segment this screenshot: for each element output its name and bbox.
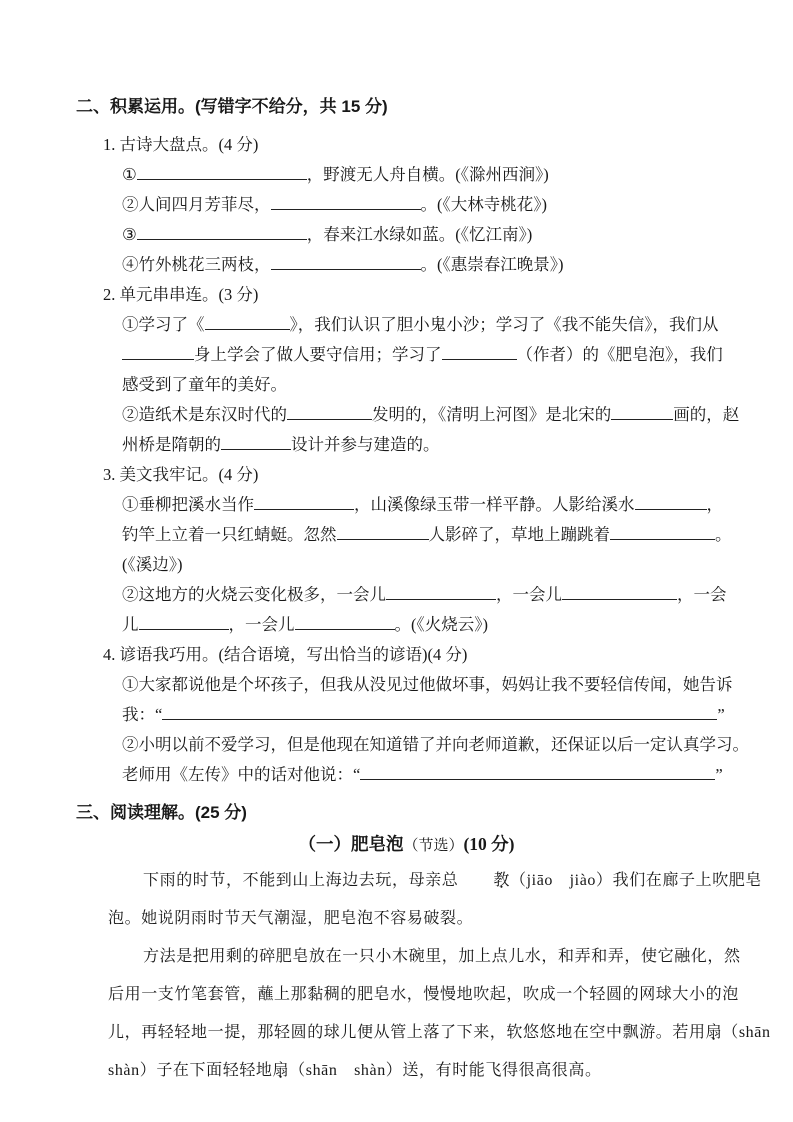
answer-blank[interactable]: [221, 433, 291, 450]
text-segment: (《溪边》): [122, 555, 183, 574]
text-segment: 1. 古诗大盘点。(4 分): [103, 135, 259, 154]
text-segment: 。: [715, 525, 732, 544]
q3-item1-line1: [122, 490, 757, 520]
q4-item1-line2: [122, 700, 757, 730]
answer-blank[interactable]: [386, 583, 496, 600]
q1-item-1: [122, 160, 757, 190]
answer-blank[interactable]: [442, 343, 517, 360]
text-segment: 2. 单元串串连。(3 分): [103, 285, 259, 304]
answer-blank[interactable]: [635, 493, 707, 510]
text-segment: ③: [122, 225, 137, 244]
text-segment: ”: [717, 705, 725, 724]
answer-blank[interactable]: [205, 313, 290, 330]
text-segment: 后用一支竹笔套管，蘸上那黏稠的肥皂水，慢慢地吹起，吹成一个轻圆的网球大小的泡: [108, 986, 739, 1003]
text-segment: 发明的，《清明上河图》是北宋的: [372, 405, 612, 424]
answer-blank[interactable]: [287, 403, 372, 420]
text-segment: ②小明以前不爱学习，但是他现在知道错了并向老师道歉，还保证以后一定认真学习。: [122, 735, 749, 754]
q3-item1-line3: [122, 550, 757, 580]
answer-blank[interactable]: [611, 403, 673, 420]
section-3-heading: [76, 798, 757, 828]
q3-item2-line2: [122, 610, 757, 640]
exam-document: [76, 92, 771, 1090]
text-segment: 州桥是隋朝的: [122, 435, 221, 454]
passage-para2-line1: [108, 938, 757, 976]
text-segment: ②这地方的火烧云变化极多，一会儿: [122, 585, 386, 604]
q1-item-3: [122, 220, 757, 250]
answer-blank[interactable]: [337, 523, 429, 540]
passage-para2-line4: [108, 1052, 757, 1090]
q2-item1-line2: [122, 340, 757, 370]
q2-item1-line1: [122, 310, 757, 340]
text-segment: （jiāo jiào）我们在廊子上吹肥皂: [510, 872, 763, 889]
answer-blank[interactable]: [137, 163, 307, 180]
text-segment: 儿: [122, 615, 139, 634]
q4-item1-line1: [122, 670, 757, 700]
text-segment: ②造纸术是东汉时代的: [122, 405, 287, 424]
text-segment: 4. 谚语我巧用。(结合语境，写出恰当的谚语)(4 分): [103, 645, 468, 664]
text-segment: 身上学会了做人要守信用；学习了: [194, 345, 442, 364]
text-segment: 老师用《左传》中的话对他说：“: [122, 765, 361, 784]
text-segment: 设计并参与建造的。: [291, 435, 440, 454]
passage-para2-line2: [108, 976, 757, 1014]
answer-blank[interactable]: [271, 193, 421, 210]
q1-item-2: [122, 190, 757, 220]
text-segment: ，一会: [677, 585, 727, 604]
answer-blank[interactable]: [254, 493, 354, 510]
text-segment: ”: [715, 765, 723, 784]
text-segment: ②人间四月芳菲尽，: [122, 195, 271, 214]
text-segment: ①大家都说他是个坏孩子，但我从没见过他做坏事，妈妈让我不要轻信传闻，她告诉: [122, 675, 733, 694]
q1-title: [103, 130, 757, 160]
q4-item2-line2: [122, 760, 757, 790]
text-segment: 。(《大林寺桃花》): [420, 195, 547, 214]
text-segment: ，一会儿: [496, 585, 562, 604]
answer-blank[interactable]: [360, 763, 715, 780]
answer-blank[interactable]: [139, 613, 229, 630]
q4-item2-line1: [122, 730, 757, 760]
passage-para1-line1: [108, 862, 763, 900]
text-segment: （shān shàn）送，有时能飞得很高很高。: [289, 1062, 602, 1079]
text-segment: ①垂柳把溪水当作: [122, 495, 254, 514]
text-segment: 。(《惠崇春江晚景》): [420, 255, 564, 274]
answer-blank[interactable]: [562, 583, 677, 600]
text-segment: ，山溪像绿玉带一样平静。人影给溪水: [354, 495, 635, 514]
text-segment: ，一会儿: [228, 615, 295, 634]
q2-item2-line1: [122, 400, 757, 430]
section-2-heading: [76, 92, 757, 122]
q3-item1-line2: [122, 520, 757, 550]
text-segment: 人影碎了，草地上蹦跳着: [428, 525, 610, 544]
text-segment: shàn）子在下面轻轻地: [108, 1062, 273, 1079]
q2-item1-line3: [122, 370, 757, 400]
text-segment: ④竹外桃花三两枝，: [122, 255, 271, 274]
text-segment: 3. 美文我牢记。(4 分): [103, 465, 259, 484]
text-segment: 感受到了童年的美好。: [122, 375, 287, 394]
text-segment: 下雨的时节，不能到山上海边去玩，母亲总: [143, 872, 459, 889]
q2-title: [103, 280, 757, 310]
q4-title: [103, 640, 757, 670]
emphasis-dot-char: 扇 •: [706, 1014, 723, 1052]
q2-item2-line2: [122, 430, 757, 460]
answer-blank[interactable]: [122, 343, 194, 360]
text-segment: （shān: [722, 1024, 771, 1041]
passage-title: [56, 828, 757, 862]
q1-item-4: [122, 250, 757, 280]
text-segment: ，野渡无人舟自横。(《滁州西涧》): [306, 165, 549, 184]
text-segment: ，: [706, 495, 723, 514]
answer-blank[interactable]: [162, 703, 717, 720]
answer-blank[interactable]: [271, 253, 421, 270]
q3-title: [103, 460, 757, 490]
text-segment: 方法是把用剩的碎肥皂放在一只小木碗里，加上点儿水，和弄和弄，使它融化，然: [143, 948, 741, 965]
answer-blank[interactable]: [137, 223, 307, 240]
text-segment: ，春来江水绿如蓝。(《忆江南》): [306, 225, 533, 244]
text-segment: 三、阅读理解。(25 分): [76, 803, 247, 822]
q3-item2-line1: [122, 580, 757, 610]
text-segment: 钓竿上立着一只红蜻蜓。忽然: [122, 525, 337, 544]
text-segment: 。(《火烧云》): [394, 615, 488, 634]
emphasis-dot-char: 教 •: [458, 862, 510, 900]
text-segment: ①学习了《: [122, 315, 205, 334]
text-segment: （节选）: [403, 838, 464, 854]
text-segment: （作者）的《肥皂泡》，我们: [516, 345, 723, 364]
text-segment: (10 分): [463, 834, 515, 854]
answer-blank[interactable]: [610, 523, 715, 540]
text-segment: 二、积累运用。(写错字不给分，共 15 分): [76, 97, 388, 116]
emphasis-dot-char: 扇 •: [273, 1052, 290, 1090]
text-segment: 》，我们认识了胆小鬼小沙；学习了《我不能失信》，我们从: [289, 315, 719, 334]
passage-para1-line2: [108, 900, 757, 938]
text-segment: （一）肥皂泡: [298, 834, 404, 854]
passage-para2-line3: [108, 1014, 771, 1052]
text-segment: 泡。她说阴雨时节天气潮湿，肥皂泡不容易破裂。: [108, 910, 474, 927]
text-segment: 我：“: [122, 705, 163, 724]
text-segment: ①: [122, 165, 137, 184]
text-segment: 画的，赵: [673, 405, 740, 424]
text-segment: 儿，再轻轻地一提，那轻圆的球儿便从管上落了下来，软悠悠地在空中飘游。若用: [108, 1024, 706, 1041]
answer-blank[interactable]: [295, 613, 395, 630]
